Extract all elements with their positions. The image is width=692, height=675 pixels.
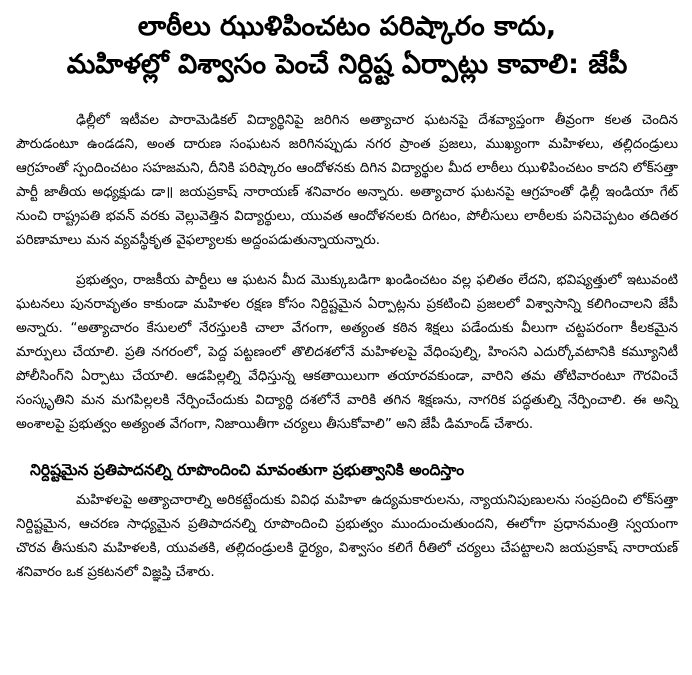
headline-line-2: మహిళల్లో విశ్వాసం పెంచే నిర్దిష్ట ఏర్పాట్లు కావాలి: జేపీ — [66, 49, 628, 80]
body-paragraph-2: ప్రభుత్వం, రాజకీయ పార్టీలు ఆ ఘటన మీద మొక్కుబడిగా ఖండించటం వల్ల ఫలితం లేదని, భవిష్యత్తులో ఇటువంటి ఘటనలు పునరావృతం కాకుండా మహిళల రక్షణ కోసం నిర్దిష్టమైన ఏర్పాట్లను ప్రకటించి ప్రజలలో విశ్వాసాన్ని కలిగించాలని జేపీ అన్నారు. “అత్యాచారం కేసులలో నేరస్తులకి చాలా వేగంగా, అత్యంత కఠిన శిక్షలు పడేందుకు వీలుగా చట్టపరంగా కీలకమైన మార్పులు చేయాలి. ప్రతి నగరంలో, పెద్ద పట్టణంలో తొలిదశలోనే మహిళలపై వేధింపుల్ని, హింసని ఎదుర్కోవటానికి కమ్యూనిటీ పోలీసింగ్‌ని ఏర్పాటు చేయాలి. ఆడపిల్లల్ని వేధిస్తున్న ఆకతాయిలుగా తయారవకుండా, వారిని తమ తోటివారంటూ గౌరవించే సంస్కృతిని మన మగపిల్లలకి నేర్పించేందుకు విద్యార్థి దశలోనే వారికి తగిన శిక్షణను, నాగరిక పద్ధతుల్ని నేర్పించాలి. ఈ అన్ని అంశాలపై ప్రభుత్వం అత్యంత వేగంగా, నిజాయితీగా చర్యలు తీసుకోవాలి” అని జేపీ డిమాండ్ చేశారు. — [16, 272, 678, 432]
body-paragraph-3: మహిళలపై అత్యాచారాల్ని అరికట్టేందుకు వివిధ మహిళా ఉద్యమకారులను, న్యాయనిపుణులను సంప్రదించి లోక్‌సత్తా నిర్దిష్టమైన, ఆచరణ సాధ్యమైన ప్రతిపాదనల్ని రూపొందించి ప్రభుత్వం ముందుంచుతుందని, ఈలోగా ప్రధానమంత్రి స్వయంగా చొరవ తీసుకుని మహిళలకి, యువతకి, తల్లిదండ్రులకి ధైర్యం, విశ్వాసం కలిగే రీతిలో చర్యలు చేపట్టాలని జయప్రకాష్ నారాయణ్ శనివారం ఒక ప్రకటనలో విజ్ఞప్తి చేశారు. — [16, 492, 678, 580]
headline-line-1: లాఠీలు ఝుళిపించటం పరిష్కారం కాదు, — [137, 11, 557, 42]
headline — [16, 8, 678, 84]
section-subheading: నిర్దిష్టమైన ప్రతిపాదనల్ని రూపొందించి మావంతుగా ప్రభుత్వానికి అందిస్తాం — [30, 461, 465, 479]
body-paragraph-1: ఢిల్లీలో ఇటీవల పారామెడికల్ విద్యార్థినిపై జరిగిన అత్యాచార ఘటనపై దేశవ్యాప్తంగా తీవ్రంగా కలత చెందిన పౌరుడంటూ ఉండడని, అంత దారుణ సంఘటన జరిగినప్పుడు నగర ప్రాంత ప్రజలు, ముఖ్యంగా మహిళలు, తల్లిదండ్రులు ఆగ్రహంతో స్పందించటం సహజమని, దీనికి పరిష్కారం ఆందోళనకు దిగిన విద్యార్థుల మీద లాఠీలు ఝుళిపించటం కాదని లోక్‌సత్తా పార్టీ జాతీయ అధ్యక్షుడు డా॥ జయప్రకాష్ నారాయణ్ శనివారం అన్నారు. అత్యాచార ఘటనపై ఆగ్రహంతో ఢిల్లీ ఇండియా గేట్ నుంచి రాష్ట్రపతి భవన్ వరకు వెల్లువెత్తిన విద్యార్థులు, యువత ఆందోళనలకు దిగటం, పోలీసులు లాఠీలకు పనిచెప్పటం తదితర పరిణామాలు మన వ్యవస్థీకృత వైఫల్యాలకు అద్దంపడుతున్నాయన్నారు. — [16, 112, 678, 248]
